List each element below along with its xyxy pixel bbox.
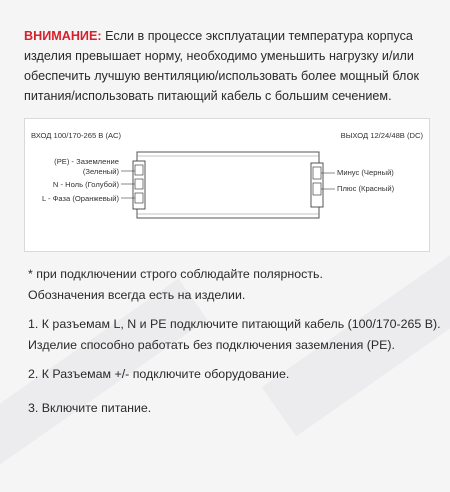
label-pe-line1: (PE) - Заземление — [54, 157, 119, 166]
background-stripe — [0, 278, 207, 491]
label-plus: Плюс (Красный) — [337, 184, 395, 193]
polarity-note — [28, 264, 323, 306]
input-title: ВХОД 100/170-265 В (AC) — [31, 131, 122, 140]
label-neutral: N - Ноль (Голубой) — [52, 180, 119, 189]
output-title: ВЫХОД 12/24/48В (DC) — [340, 131, 423, 140]
step-1-line-1: 1. К разъемам L, N и PE подключите питающий кабель (100/170-265 В). — [28, 317, 441, 331]
polarity-line-1: * при подключении строго соблюдайте полярность. — [28, 267, 323, 281]
terminal-plus — [313, 183, 321, 195]
psu-housing — [137, 152, 319, 218]
warning-lead: ВНИМАНИЕ: — [24, 29, 102, 43]
terminal-l — [135, 193, 143, 203]
terminal-minus — [313, 167, 321, 179]
label-minus: Минус (Черный) — [337, 168, 394, 177]
label-phase: L - Фаза (Оранжевый) — [41, 194, 119, 203]
step-1 — [28, 314, 441, 356]
step-3: 3. Включите питание. — [28, 401, 152, 415]
step-2: 2. К Разъемам +/- подключите оборудование. — [28, 367, 290, 381]
terminal-n — [135, 179, 143, 189]
warning-text: Если в процессе эксплуатации температура корпуса изделия превышает норму, необходимо уменьшить нагрузку и/или обеспечить лучшую вентиляцию/использовать более мощный блок питания/использовать питающий кабель с большим сечением. — [24, 29, 419, 103]
terminal-pe — [135, 165, 143, 175]
label-pe-line2: (Зеленый) — [82, 167, 119, 176]
warning-paragraph — [24, 26, 432, 106]
polarity-line-2: Обозначения всегда есть на изделии. — [28, 288, 246, 302]
step-1-line-2: Изделие способно работать без подключения заземления (PE). — [28, 338, 396, 352]
wiring-diagram — [24, 118, 430, 252]
label-pe — [43, 157, 119, 177]
